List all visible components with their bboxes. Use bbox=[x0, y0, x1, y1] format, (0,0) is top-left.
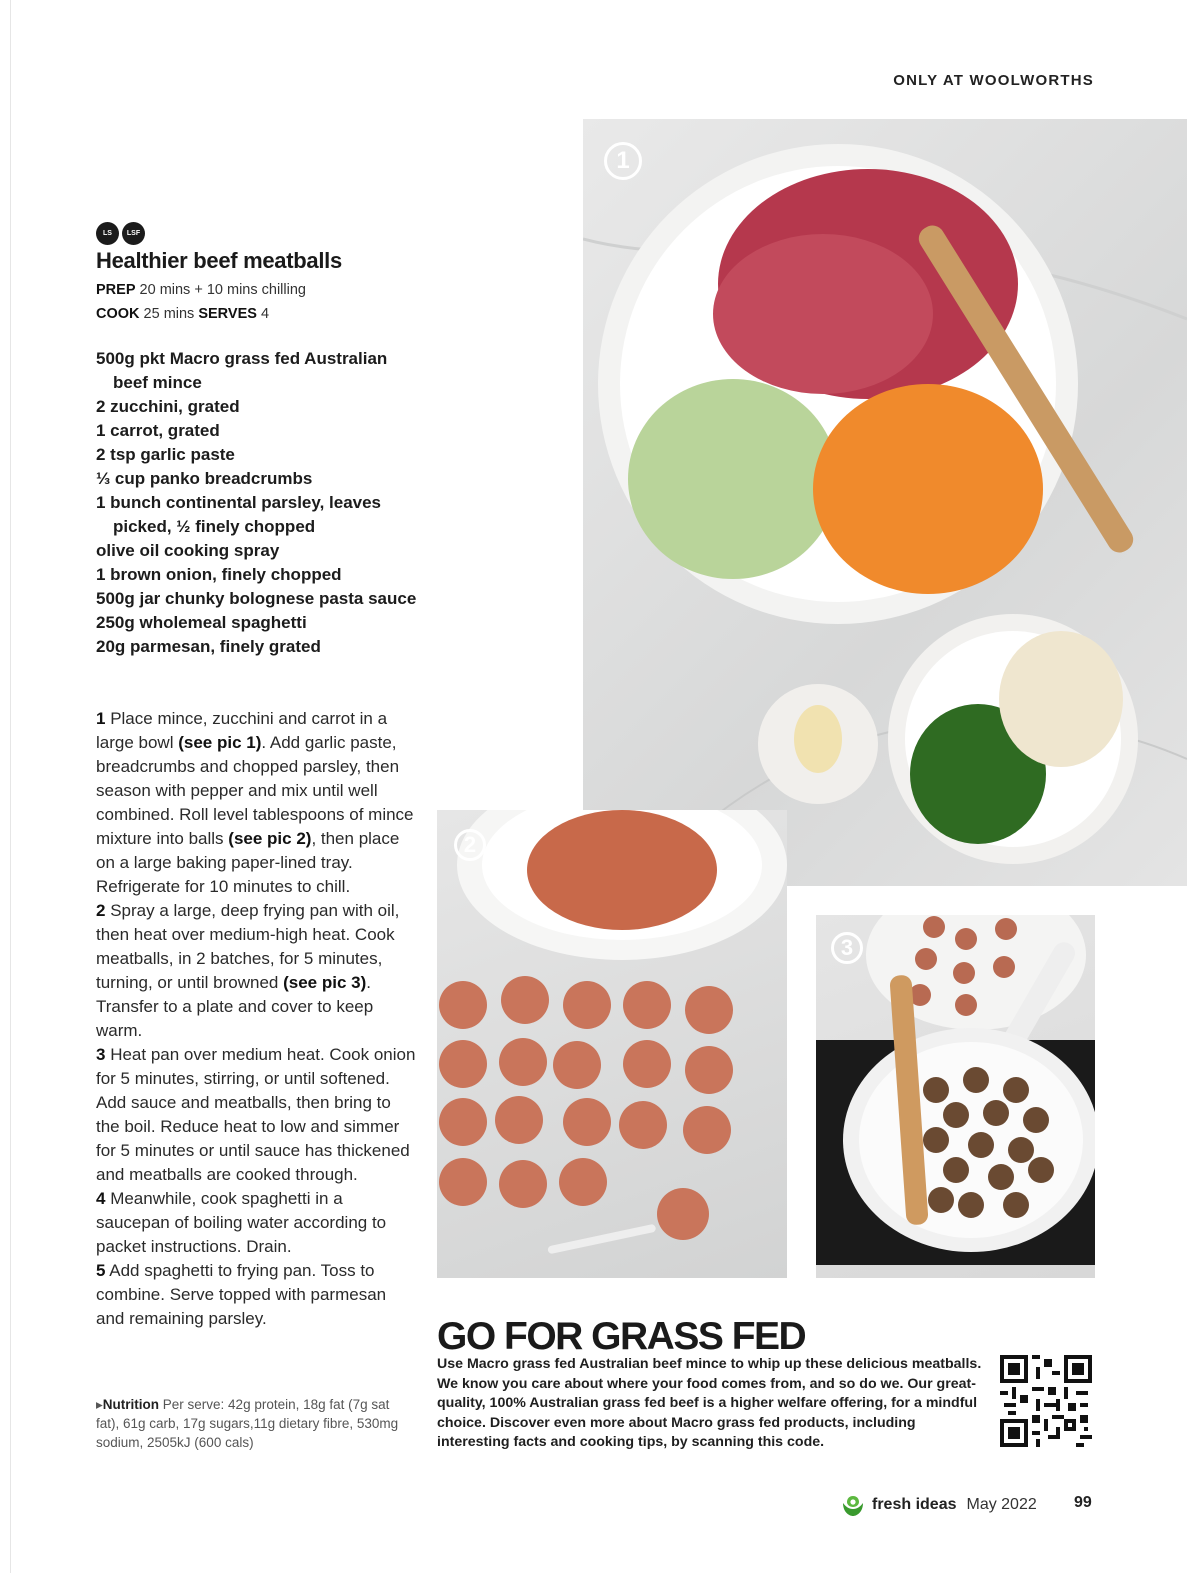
woolworths-logo-icon bbox=[840, 1492, 866, 1518]
prep-line bbox=[96, 278, 306, 302]
prep-value: 20 mins + 10 mins chilling bbox=[139, 282, 306, 298]
low-sat-fat-badge: LSF bbox=[122, 222, 145, 245]
pic-reference: (see pic 1) bbox=[178, 733, 262, 752]
pic-reference: (see pic 3) bbox=[283, 973, 367, 992]
method-step-2 bbox=[96, 899, 418, 1043]
method-step-4 bbox=[96, 1187, 418, 1259]
header-tag: ONLY AT WOOLWORTHS bbox=[893, 72, 1094, 89]
step-text: Place mince, zucchini and carrot in a large bowl bbox=[96, 709, 388, 752]
photo-frying-pan bbox=[816, 915, 1095, 1278]
mixing-bowl-illustration bbox=[583, 119, 1187, 886]
photo-number-badge: 3 bbox=[831, 932, 863, 964]
diet-badges bbox=[96, 222, 145, 245]
magazine-brand: fresh ideas bbox=[872, 1496, 957, 1513]
method-steps bbox=[96, 707, 418, 1331]
promo-heading: GO FOR GRASS FED bbox=[437, 1315, 806, 1358]
photo-number-badge: 2 bbox=[454, 829, 486, 861]
promo-body: Use Macro grass fed Australian beef mince to whip up these delicious meatballs. We know you care about where your food comes from, and so do we. Our great-quality, 100% Australian grass fed beef is a higher welfare offering, for a mindful choice. Discover even more about Macro grass fed products, including interesting facts and cooking tips, by scanning this code. bbox=[437, 1356, 982, 1450]
serves-value: 4 bbox=[260, 306, 270, 322]
ingredient-item: 1 brown onion, finely chopped bbox=[96, 565, 342, 584]
cook-line bbox=[96, 302, 306, 326]
page-number: 99 bbox=[1074, 1494, 1092, 1511]
step-number: 4 bbox=[96, 1189, 106, 1208]
nutrition-info bbox=[96, 1395, 406, 1452]
photo-number-badge: 1 bbox=[604, 142, 642, 180]
recipe-title: Healthier beef meatballs bbox=[96, 248, 342, 273]
ingredient-item: 1 carrot, grated bbox=[96, 421, 220, 440]
ingredient-item: 2 tsp garlic paste bbox=[96, 445, 235, 464]
cook-label: COOK bbox=[96, 306, 140, 322]
ingredient-item: 500g jar chunky bolognese pasta sauce bbox=[96, 589, 417, 608]
ingredient-item: 1 bunch continental parsley, leaves picked, ½ finely chopped bbox=[96, 493, 382, 536]
low-salt-badge: LS bbox=[96, 222, 119, 245]
cook-value: 25 mins bbox=[143, 306, 195, 322]
recipe-meta bbox=[96, 278, 306, 326]
prep-label: PREP bbox=[96, 282, 136, 298]
step-number: 5 bbox=[96, 1261, 106, 1280]
pic-reference: (see pic 2) bbox=[228, 829, 312, 848]
step-text: Add spaghetti to frying pan. Toss to combine. Serve topped with parmesan and remaining parsley. bbox=[96, 1261, 387, 1328]
step-number: 2 bbox=[96, 901, 106, 920]
frying-pan-illustration bbox=[816, 915, 1095, 1278]
page-edge bbox=[10, 0, 11, 1573]
step-number: 1 bbox=[96, 709, 106, 728]
serves-label: SERVES bbox=[198, 306, 257, 322]
nutrition-label: Nutrition bbox=[102, 1397, 160, 1412]
method-step-1 bbox=[96, 707, 418, 899]
step-text: Spray a large, deep frying pan with oil, then heat over medium-high heat. Cook meatballs, in 2 batches, for 5 minutes, turning, or until browned bbox=[96, 901, 400, 992]
ingredient-item: ⅓ cup panko breadcrumbs bbox=[96, 469, 313, 488]
ingredient-item: olive oil cooking spray bbox=[96, 541, 280, 560]
method-step-5 bbox=[96, 1259, 418, 1331]
step-text: Meanwhile, cook spaghetti in a saucepan of boiling water according to packet instructions. Drain. bbox=[96, 1189, 387, 1256]
step-text: , then place on a large baking paper-lined tray. Refrigerate for 10 minutes to chill. bbox=[96, 829, 400, 896]
ingredient-item: 250g wholemeal spaghetti bbox=[96, 613, 307, 632]
ingredients-list bbox=[96, 347, 426, 659]
photo-rolled-meatballs bbox=[437, 810, 787, 1278]
ingredient-item: 2 zucchini, grated bbox=[96, 397, 240, 416]
ingredient-item: 500g pkt Macro grass fed Australian beef mince bbox=[96, 349, 388, 392]
step-number: 3 bbox=[96, 1045, 106, 1064]
photo-mixing-bowl bbox=[583, 119, 1187, 886]
step-text: . Transfer to a plate and cover to keep warm. bbox=[96, 973, 374, 1040]
step-text: Heat pan over medium heat. Cook onion for 5 minutes, stirring, or until softened. Add sauce and meatballs, then bring to the boil. Reduce heat to low and simmer for 5 minutes or until sauce has thickened and meatballs are cooked through. bbox=[96, 1045, 416, 1184]
footer bbox=[840, 1492, 1037, 1518]
ingredient-item: 20g parmesan, finely grated bbox=[96, 637, 321, 656]
issue-date: May 2022 bbox=[966, 1496, 1037, 1513]
qr-code-icon[interactable] bbox=[1000, 1355, 1092, 1447]
method-step-3 bbox=[96, 1043, 418, 1187]
step-text: . Add garlic paste, breadcrumbs and chopped parsley, then season with pepper and mix until well combined. Roll level tablespoons of mince mixture into balls bbox=[96, 733, 414, 848]
nutrition-marker-icon: ▸ bbox=[96, 1397, 103, 1412]
rolled-meatballs-illustration bbox=[437, 810, 787, 1278]
nutrition-text: Per serve: 42g protein, 18g fat (7g sat fat), 61g carb, 17g sugars,11g dietary fibre, 530mg sodium, 2505kJ (600 cals) bbox=[96, 1397, 399, 1450]
